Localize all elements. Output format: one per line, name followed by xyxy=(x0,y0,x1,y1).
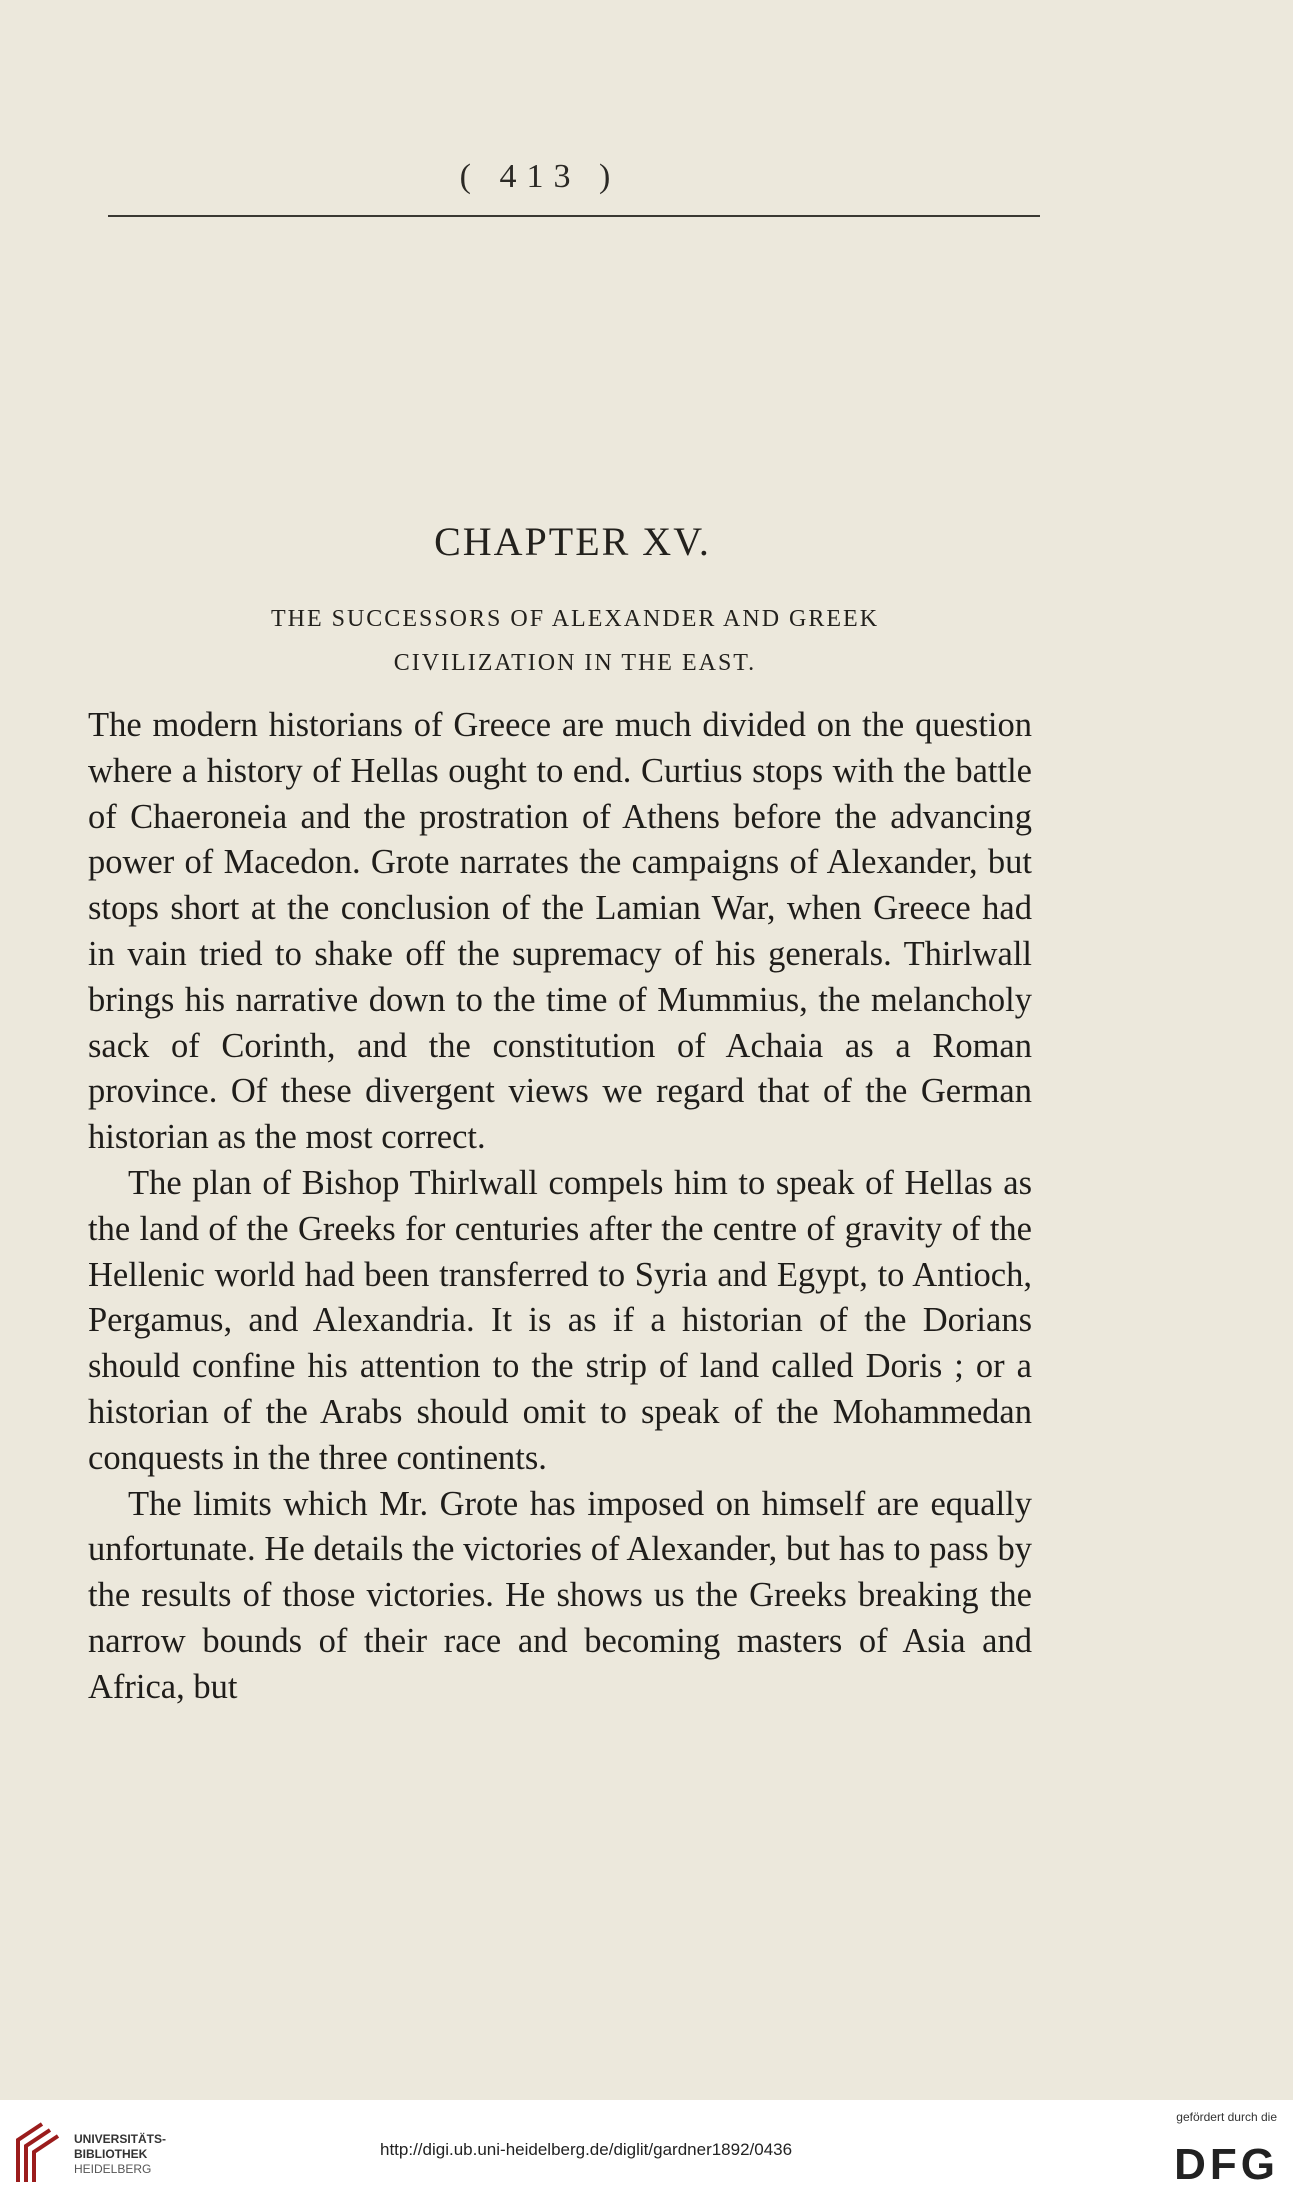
library-name-line: UNIVERSITÄTS- xyxy=(74,2132,167,2146)
funded-by-label: gefördert durch die xyxy=(1176,2110,1277,2124)
chapter-subtitle xyxy=(160,597,990,685)
library-name-line: HEIDELBERG xyxy=(74,2162,152,2176)
header-rule xyxy=(108,215,1040,217)
paragraph: The plan of Bishop Thirlwall compels him to speak of Hellas as the land of the Greeks for centuries after the centre of gravity of the Hellenic world had been transferred to Syria and Egypt, to Antioch, Pergamus, and Alexandria. It is as if a historian of the Dorians should confine his attention to the strip of land called Doris ; or a historian of the Arabs should omit to speak of the Mohammedan conquests in the three continents. xyxy=(88,1163,1032,1477)
chapter-title: CHAPTER XV. xyxy=(434,519,711,564)
subtitle-line: THE SUCCESSORS OF ALEXANDER AND GREEK xyxy=(270,606,880,632)
subtitle-line: CIVILIZATION IN THE EAST. xyxy=(393,650,757,676)
library-name-line: BIBLIOTHEK xyxy=(74,2147,148,2161)
digitization-footer xyxy=(0,2100,1293,2201)
paragraph: The limits which Mr. Grote has imposed on himself are equally unfortunate. He details the victories of Alexander, but has to pass by the results of those victories. He shows us the Greeks breaking the narrow bounds of their race and becoming masters of Asia and Africa, but xyxy=(88,1484,1032,1706)
page-number: ( 413 ) xyxy=(459,158,621,195)
body-text xyxy=(88,703,1032,1711)
library-logo-icon xyxy=(12,2118,62,2184)
dfg-logo: DFG xyxy=(1174,2140,1279,2189)
paragraph: The modern historians of Greece are much divided on the question where a history of Hellas ought to end. Curtius stops with the battle of Chaeroneia and the prostration of Athens before the advancing power of Macedon. Grote narrates the campaigns of Alexander, but stops short at the conclusion of the Lamian War, when Greece had in vain tried to shake off the supremacy of his generals. Thirlwall brings his narrative down to the time of Mummius, the melancholy sack of Corinth, and the constitution of Achaia as a Roman province. Of these divergent views we regard that of the German historian as the most correct. xyxy=(88,706,1032,1157)
source-url-link[interactable]: http://digi.ub.uni-heidelberg.de/diglit/gardner1892/0436 xyxy=(380,2140,793,2159)
library-name xyxy=(74,2132,166,2177)
